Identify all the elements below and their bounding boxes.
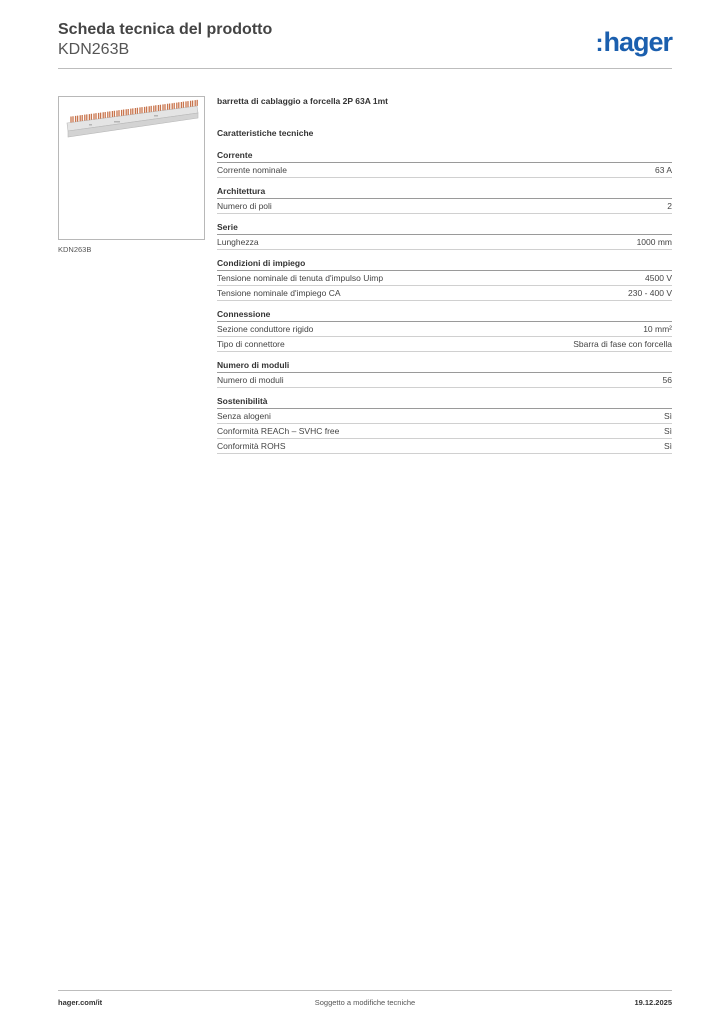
spec-group-title: Numero di moduli (217, 359, 672, 373)
fork-tooth (112, 111, 114, 117)
spec-label: Lunghezza (217, 237, 259, 247)
spec-value: Sì (663, 411, 672, 421)
spec-value: 230 - 400 V (628, 288, 672, 298)
specs-heading: Caratteristiche tecniche (217, 128, 314, 138)
fork-tooth (126, 109, 128, 115)
spec-row (217, 439, 672, 454)
spec-label: Conformità REACh – SVHC free (217, 426, 340, 436)
spec-row (217, 373, 672, 388)
page-header (58, 20, 272, 60)
page-title: Scheda tecnica del prodotto (58, 21, 273, 38)
spec-group (217, 149, 672, 178)
product-image-caption: KDN263B (58, 245, 92, 254)
header-divider (58, 68, 672, 69)
spec-group-title: Architettura (217, 185, 672, 199)
fork-tooth (117, 110, 119, 116)
fork-tooth (158, 105, 160, 111)
fork-tooth (191, 100, 193, 106)
spec-value: Sì (663, 441, 672, 451)
busbar-illustration (59, 97, 204, 239)
spec-value: Sì (663, 426, 672, 436)
footer-website[interactable]: hager.com/it (58, 998, 103, 1007)
spec-row (217, 337, 672, 352)
spec-row (217, 322, 672, 337)
fork-tooth (99, 113, 101, 119)
spec-groups (217, 149, 672, 454)
spec-group-title: Sostenibilità (217, 395, 672, 409)
spec-row (217, 199, 672, 214)
spec-row (217, 271, 672, 286)
fork-tooth (168, 103, 170, 109)
footer-date: 19.12.2025 (634, 998, 672, 1007)
fork-tooth (149, 106, 151, 112)
fork-tooth (181, 102, 183, 108)
spec-group-title: Corrente (217, 149, 672, 163)
spec-value: 56 (662, 375, 672, 385)
fork-tooth (108, 111, 110, 117)
fork-tooth (140, 107, 142, 113)
fork-tooth (85, 114, 87, 120)
spec-value: 10 mm² (643, 324, 672, 334)
fork-tooth (163, 104, 165, 110)
spec-value: 1000 mm (636, 237, 672, 247)
fork-tooth (177, 102, 179, 108)
fork-tooth (154, 105, 156, 111)
specs-panel (217, 96, 672, 461)
footer-divider (58, 990, 672, 991)
fork-tooth (186, 101, 188, 107)
product-image (58, 96, 205, 240)
spec-label: Tipo di connettore (217, 339, 285, 349)
fork-tooth (76, 116, 78, 122)
spec-label: Tensione nominale di tenuta d'impulso Uimp (217, 273, 384, 283)
spec-group (217, 221, 672, 250)
spec-group (217, 308, 672, 352)
spec-label: Numero di poli (217, 201, 272, 211)
spec-row (217, 235, 672, 250)
fork-tooth (89, 114, 91, 120)
fork-tooth (94, 113, 96, 119)
fork-tooth (80, 115, 82, 121)
spec-row (217, 286, 672, 301)
spec-group-title: Condizioni di impiego (217, 257, 672, 271)
fork-tooth (71, 116, 73, 122)
fork-tooth (135, 108, 137, 114)
spec-label: Sezione conduttore rigido (217, 324, 314, 334)
spec-row (217, 163, 672, 178)
fork-tooth (172, 103, 174, 109)
spec-group (217, 395, 672, 454)
spec-group-title: Connessione (217, 308, 672, 322)
fork-tooth (195, 100, 197, 106)
spec-label: Senza alogeni (217, 411, 271, 421)
logo-text: hager (603, 27, 672, 57)
fork-tooth (103, 112, 105, 118)
footer-note: Soggetto a modifiche tecniche (314, 998, 416, 1007)
spec-value: 2 (667, 201, 672, 211)
spec-group (217, 185, 672, 214)
spec-group (217, 359, 672, 388)
spec-label: Numero di moduli (217, 375, 284, 385)
fork-tooth (122, 110, 124, 116)
hager-logo: :hager (595, 27, 672, 57)
spec-value: 4500 V (645, 273, 672, 283)
product-code: KDN263B (58, 41, 130, 58)
fork-tooth (131, 108, 133, 114)
spec-value: 63 A (654, 165, 672, 175)
spec-row (217, 409, 672, 424)
fork-tooth (145, 107, 147, 113)
spec-label: Tensione nominale d'impiego CA (217, 288, 341, 298)
product-name: barretta di cablaggio a forcella 2P 63A 1mt (217, 96, 389, 106)
spec-row (217, 424, 672, 439)
spec-value: Sbarra di fase con forcella (573, 339, 672, 349)
spec-group-title: Serie (217, 221, 672, 235)
spec-group (217, 257, 672, 301)
spec-label: Corrente nominale (217, 165, 287, 175)
spec-label: Conformità ROHS (217, 441, 286, 451)
